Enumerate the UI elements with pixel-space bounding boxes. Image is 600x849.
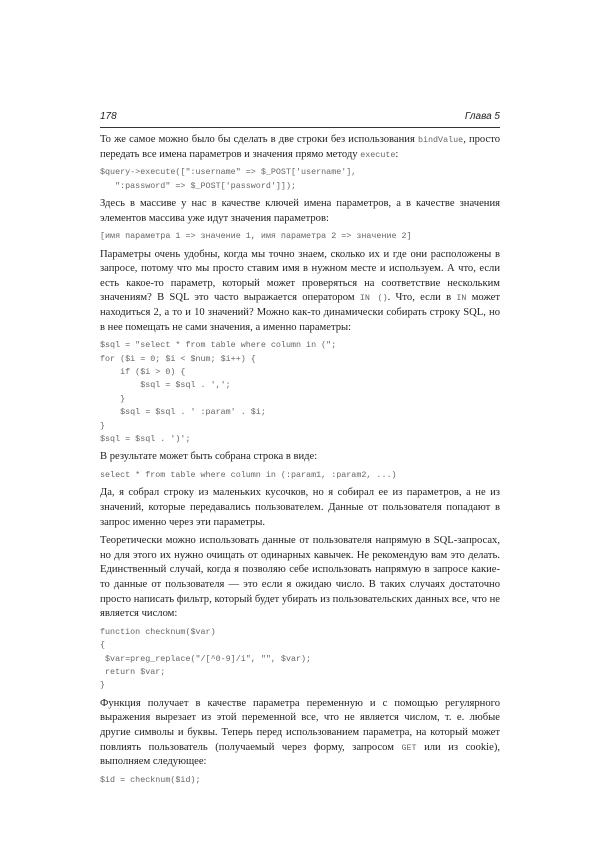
inline-code-in-2: IN [456, 293, 467, 304]
paragraph-1: То же самое можно было бы сделать в две строки без использования bindValue, просто передать все имена параметров и значения прямо методу execute: [100, 134, 500, 160]
header-rule [100, 127, 500, 128]
code-block-3 [100, 339, 500, 446]
paragraph-7: Функция получает в качестве параметра переменную и с помощью регулярного выражения вырезает из этой переменной все, что не является числом, т. е. любые другие символы и буквы. Теперь перед использованием параметра, на который может повлиять пользователь (получаемый через форму, запросом GET или из cookie), выполняем следующее: [100, 697, 501, 768]
code-line: } [100, 393, 126, 404]
inline-code-in: IN () [359, 293, 388, 304]
inline-code-bindvalue: bindValue [417, 135, 464, 145]
paragraph-3: Параметры очень удобны, когда мы точно знаем, сколько их и где они расположены в запросе, потому что мы просто ставим имя в нужном месте и используем. А что, если есть какое-то параметр, который может проверяться на соответствие нескольким значениям? В SQL это часто выражается оператором IN (). Что, если в IN может находиться 2, а то и 10 значений? Можно как-то динамически собирать строку SQL, но в нее помещать не сами значения, а именно параметры: [100, 248, 500, 333]
code-line: ":password" => $_POST['password']]); [100, 180, 297, 191]
code-line: $sql = $sql . ','; [100, 380, 231, 391]
code-line: if ($i > 0) { [100, 366, 186, 377]
code-block-1 [100, 166, 500, 193]
page-body [100, 133, 500, 791]
inline-code-get: GET [401, 742, 417, 753]
paragraph-4: В результате может быть собрана строка в виде: [100, 451, 318, 463]
running-header [100, 111, 500, 127]
chapter-title: Глава 5 [464, 111, 500, 122]
code-block-6: $id = checknum($id); [100, 774, 201, 785]
code-block-2: [имя параметра 1 => значение 1, имя параметра 2 => значение 2] [100, 231, 412, 242]
code-line: $sql = $sql . ' :param' . $i; [100, 407, 266, 418]
code-block-5 [100, 626, 500, 693]
code-line: $query->execute([":username" => $_POST['username'], [100, 167, 357, 178]
page-number: 178 [100, 111, 117, 122]
inline-code-execute: execute [360, 149, 396, 160]
code-block-4: select * from table where column in (:param1, :param2, ...) [100, 470, 397, 480]
code-line: } [100, 680, 106, 691]
paragraph-2: Здесь в массиве у нас в качестве ключей имена параметров, а в качестве значения элементов массива уже идут значения параметров: [100, 198, 500, 224]
paragraph-6: Теоретически можно использовать данные от пользователя напрямую в SQL-запросах, но для этого их нужно очищать от одинарных кавычек. Не рекомендую вам это делать. Единственный случай, когда я позволяю себе использовать напрямую в запросе какие-то данные от пользователя — это если я ожидаю число. В таких случаях достаточно просто написать фильтр, который будет убирать из пользовательских данных все, что не является числом: [100, 535, 500, 620]
code-line: function checknum($var) [100, 626, 216, 637]
code-line: { [100, 640, 106, 651]
code-line: } [100, 420, 106, 431]
paragraph-5: Да, я собрал строку из маленьких кусочков, но я собирал ее из параметров, а не из значений, которые передавались пользователем. Данные от пользователя попадают в запрос именно через эти параметры. [100, 487, 500, 528]
code-line: $var=preg_replace("/[^0-9]/i", "", $var); [100, 653, 312, 664]
code-line: return $var; [100, 666, 166, 677]
code-line: for ($i = 0; $i < $num; $i++) { [100, 353, 256, 364]
code-line: $sql = $sql . ')'; [100, 434, 191, 444]
code-line: $sql = "select * from table where column in ("; [100, 340, 337, 351]
